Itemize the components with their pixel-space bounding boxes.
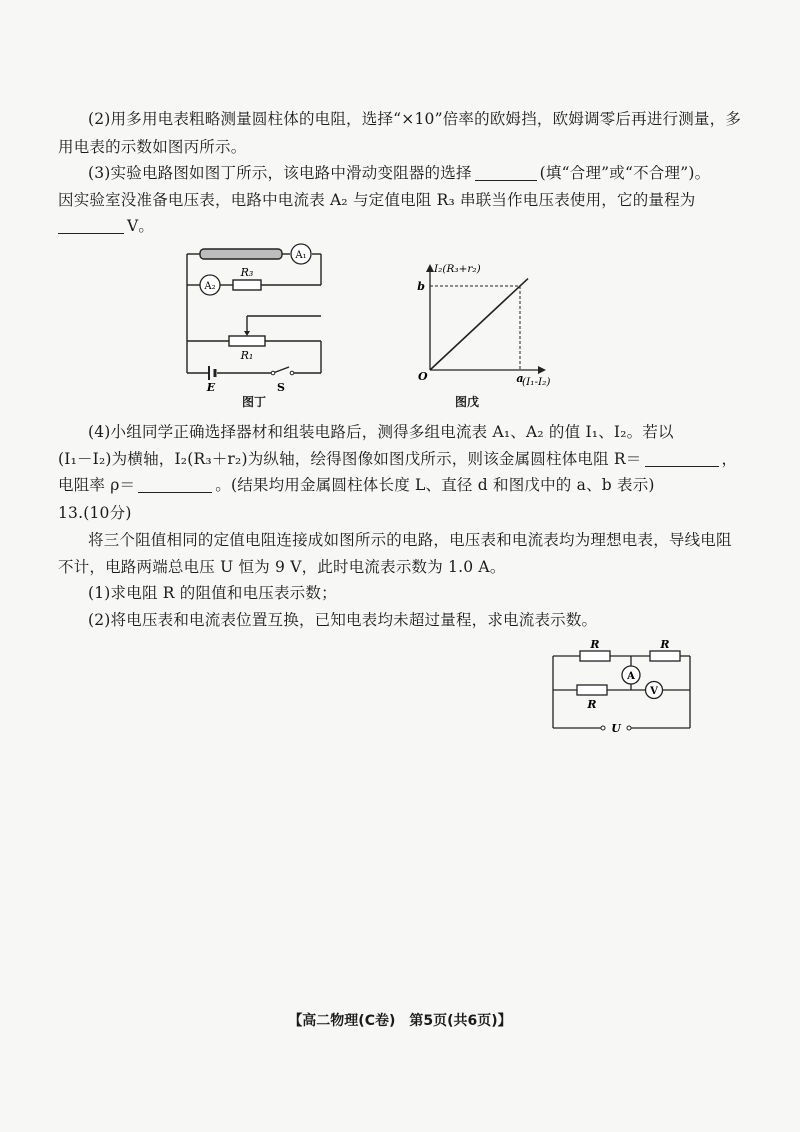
label-r3: R₃	[240, 266, 254, 279]
q12-part3-line2: 因实验室没准备电压表，电路中电流表 A₂ 与定值电阻 R₃ 串联当作电压表使用，它的量程为	[58, 191, 696, 209]
page-footer: 【高二物理(C卷) 第5页(共6页)】	[288, 1013, 512, 1029]
label-ammeter: A	[627, 671, 635, 682]
answer-blank-resistivity[interactable]	[138, 476, 212, 493]
y-axis-arrow	[426, 264, 434, 272]
q13-line1: 将三个阻值相同的定值电阻连接成如图所示的电路，电压表和电流表均为理想电表，导线电阻	[88, 531, 732, 549]
x-mark-a: a	[516, 372, 524, 385]
answer-blank-range[interactable]	[58, 217, 124, 234]
q12-part3-line1-tail: (填“合理”或“不合理”)。	[539, 164, 711, 182]
q12-part4-line2-text: (I₁－I₂)为横轴，I₂(R₃＋r₂)为纵轴，绘得图像如图戊所示，则该金属圆柱体电阻 R＝	[58, 450, 642, 468]
terminal-right	[627, 726, 631, 730]
label-a2: A₂	[204, 281, 216, 292]
q12-part2-line2: 用电表的示数如图丙所示。	[58, 138, 247, 156]
q12-part3-line1	[88, 162, 710, 184]
switch-contact-left	[271, 371, 275, 375]
caption-wu: 图戊	[455, 395, 480, 409]
q12-part4-line3-tail: 。(结果均用金属圆柱体长度 L、直径 d 和图戊中的 a、b 表示)	[215, 476, 655, 494]
resistor-top-right	[650, 651, 680, 661]
data-line	[430, 279, 528, 370]
q12-part4-line1: (4)小组同学正确选择器材和组装电路后，测得多组电流表 A₁、A₂ 的值 I₁、I₂。若以	[88, 423, 674, 441]
label-r-bottom: R	[587, 698, 597, 711]
label-a1: A₁	[295, 250, 307, 261]
figure-q13-circuit	[545, 636, 700, 740]
q12-part3-line3	[58, 215, 154, 237]
label-u: U	[611, 722, 621, 735]
y-mark-b: b	[417, 280, 425, 293]
resistor-top-left	[580, 651, 610, 661]
q13-sub2: (2)将电压表和电流表位置互换，已知电表均未超过量程，求电流表示数。	[88, 611, 598, 629]
answer-blank-reasonable[interactable]	[475, 164, 537, 181]
q13-sub1: (1)求电阻 R 的阻值和电压表示数；	[88, 584, 337, 602]
q12-part3-line1-text: (3)实验电路图如图丁所示，该电路中滑动变阻器的选择	[88, 164, 472, 182]
q12-part4-line3	[58, 474, 655, 496]
x-axis-arrow	[538, 366, 546, 374]
switch-s	[273, 367, 289, 373]
q13-line2: 不计，电路两端总电压 U 恒为 9 V，此时电流表示数为 1.0 A。	[58, 558, 506, 576]
q12-part4-line2-tail: ，	[721, 450, 738, 468]
y-axis-label: I₂(R₃+r₂)	[434, 263, 481, 275]
label-s: S	[277, 381, 285, 393]
caption-ding: 图丁	[242, 395, 267, 409]
x-axis-label: (I₁-I₂)	[522, 376, 551, 388]
figure-wu-graph	[410, 258, 570, 388]
answer-blank-resistance[interactable]	[645, 450, 719, 467]
metal-cylinder	[200, 249, 282, 259]
label-voltmeter: V	[650, 686, 658, 697]
rheostat-r1	[229, 336, 265, 346]
q12-part4-line3-text: 电阻率 ρ＝	[58, 476, 136, 494]
slider-arrow	[244, 331, 250, 336]
label-r1: R₁	[240, 349, 254, 362]
resistor-r3	[233, 280, 261, 290]
terminal-left	[601, 726, 605, 730]
q13-header: 13.(10分)	[58, 504, 132, 522]
q12-part4-line2	[58, 448, 737, 470]
origin-label: O	[418, 370, 428, 383]
resistor-bottom	[577, 685, 607, 695]
label-e: E	[206, 381, 216, 393]
figure-ding-circuit	[175, 238, 335, 393]
q12-part2-line1: (2)用多用电表粗略测量圆柱体的电阻，选择“×10”倍率的欧姆挡，欧姆调零后再进行测量，多	[88, 110, 742, 128]
q12-part3-line3-tail: V。	[127, 217, 155, 235]
label-r-top-right: R	[660, 638, 670, 651]
switch-contact-right	[290, 371, 294, 375]
label-r-top-left: R	[590, 638, 600, 651]
